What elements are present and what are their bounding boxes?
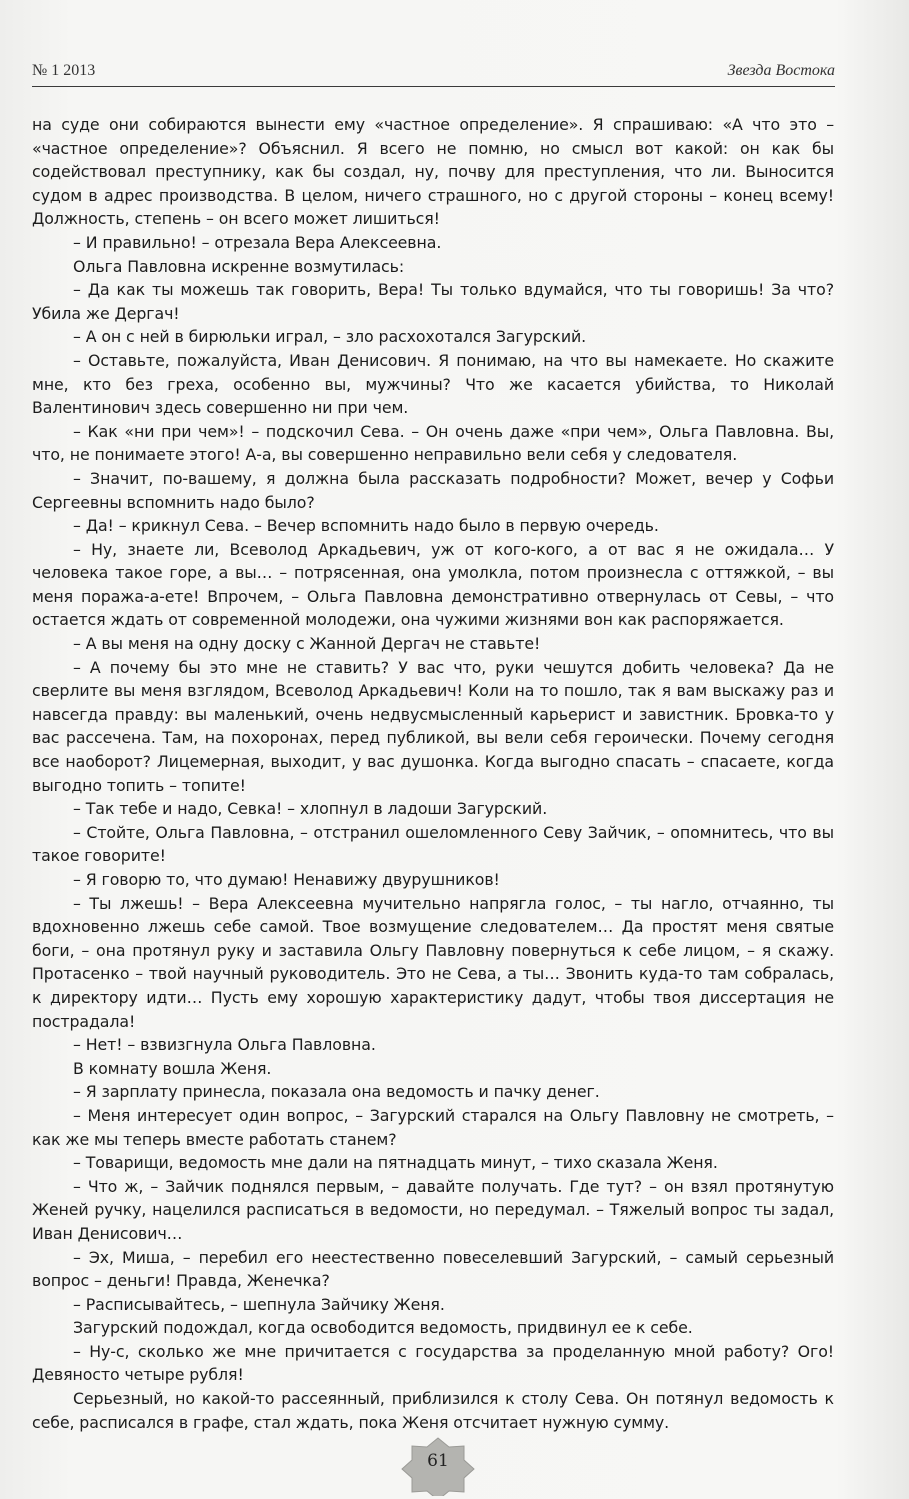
paragraph: – Нет! – взвизгнула Ольга Павловна. bbox=[73, 1035, 376, 1055]
paragraph: – Я говорю то, что думаю! Ненавижу двурушников! bbox=[73, 870, 500, 889]
paragraph: – А вы меня на одну доску с Жанной Дергач не ставьте! bbox=[73, 634, 541, 654]
paragraph: – Да! – крикнул Сева. – Вечер вспомнить надо было в первую очередь. bbox=[73, 516, 659, 536]
page-number: 61 bbox=[427, 1451, 449, 1471]
paragraph: – Что ж, – Зайчик поднялся первым, – давайте получать. Где тут? – он взял протянутую Женей ручку, нацелился расписаться в ведомости, но передумал. – Тяжелый вопрос ты задал, Иван Денисович… bbox=[32, 1176, 834, 1243]
paragraph: на суде они собираются вынести ему «частное определение». Я спрашиваю: «А что это – «частное определение»? Объяснил. Я всего не помню, но смысл вот какой: он как бы содействовал преступнику, как бы создал, ну, почву для преступления, что ли. Выносится судом в адрес производства. В целом, ничего страшного, но с другой стороны – конец всему! Должность, степень – он всего может лишиться! bbox=[32, 115, 834, 229]
paragraph: Ольга Павловна искренне возмутилась: bbox=[73, 256, 405, 276]
running-header bbox=[32, 60, 835, 87]
paragraph: – Да как ты можешь так говорить, Вера! Ты только вдумайся, что ты говоришь! За что? Убила же Дергач! bbox=[32, 280, 834, 323]
paragraph: – Эх, Миша, – перебил его неестественно повеселевший Загурский, – самый серьезный вопрос – деньги! Правда, Женечка? bbox=[32, 1247, 834, 1291]
paragraph: – Расписывайтесь, – шепнула Зайчику Женя. bbox=[73, 1294, 445, 1314]
paragraph: – Как «ни при чем»! – подскочил Сева. – Он очень даже «при чем», Ольга Павловна. Вы, что, не понимаете этого! А-а, вы совершенно неправильно вели себя у следователя. bbox=[32, 421, 834, 465]
paragraph: – Я зарплату принесла, показала она ведомость и пачку денег. bbox=[73, 1082, 600, 1102]
paragraph: – Ты лжешь! – Вера Алексеевна мучительно напрягла голос, – ты нагло, отчаянно, ты вдохновенно лжешь себе самой. Твое возмущение следователем… Да простят меня святые боги, – она протянул руку и заставила Ольгу Павловну повернуться к себе лицом, – я скажу. Протасенко – твой научный руководитель. Это не Сева, а ты… Звонить куда-то там собралась, к директору идти… Пусть ему хорошую характеристику дадут, чтобы твоя диссертация не пострадала! bbox=[32, 893, 834, 1031]
paragraph: – И правильно! – отрезала Вера Алексеевна. bbox=[73, 232, 442, 252]
paragraph: В комнату вошла Женя. bbox=[73, 1058, 272, 1078]
paragraph: – Значит, по-вашему, я должна была рассказать подробности? Может, вечер у Софьи Сергеевны вспомнить надо было? bbox=[32, 468, 834, 512]
paragraph: – А почему бы это мне не ставить? У вас что, руки чешутся добить человека? Да не сверлите вы меня взглядом, Всеволод Аркадьевич! Коли на то пошло, так я вам выскажу раз и навсегда правду: вы маленький, очень недвусмысленный карьерист и завистник. Бровка-то у вас рассечена. Там, на похоронах, перед публикой, вы вели себя героически. Почему сегодня все наоборот? Лицемерная, выходит, у вас душонка. Когда выгодно спасать – спасаете, когда выгодно топить – топите! bbox=[32, 657, 834, 795]
paragraph: – Товарищи, ведомость мне дали на пятнадцать минут, – тихо сказала Женя. bbox=[73, 1153, 718, 1173]
paragraph: – Ну, знаете ли, Всеволод Аркадьевич, уж от кого-кого, а от вас я не ожидала… У человека такое горе, а вы… – потрясенная, она умолкла, потом произнесла с оттяжкой, – вы меня поража-а-ете! Впрочем, – Ольга Павловна демонстративно отвернулась от Севы, – что остается ждать от современной молодежи, она чужими жизнями вон как распоряжается. bbox=[32, 539, 834, 630]
paragraph: – Меня интересует один вопрос, – Загурский старался на Ольгу Павловну не смотреть, – как же мы теперь вместе работать станем? bbox=[32, 1105, 834, 1149]
paragraph: – Оставьте, пожалуйста, Иван Денисович. Я понимаю, на что вы намекаете. Но скажите мне, кто без греха, особенно вы, мужчины? Что же касается убийства, то Николай Валентинович здесь совершенно ни при чем. bbox=[32, 350, 834, 418]
issue-number: № 1 2013 bbox=[32, 62, 96, 79]
paragraph: – Ну-с, сколько же мне причитается с государства за проделанную мной работу? Ого! Девяносто четыре рубля! bbox=[32, 1341, 834, 1385]
paragraph: – Так тебе и надо, Севка! – хлопнул в ладоши Загурский. bbox=[73, 799, 548, 819]
paragraph: – А он с ней в бирюльки играл, – зло расхохотался Загурский. bbox=[73, 327, 587, 347]
paragraph: Серьезный, но какой-то рассеянный, приблизился к столу Сева. Он потянул ведомость к себе, расписался в графе, стал ждать, пока Женя отсчитает нужную сумму. bbox=[32, 1389, 834, 1432]
article-text bbox=[32, 113, 834, 1434]
page-number-badge bbox=[398, 1436, 478, 1496]
journal-title: Звезда Востока bbox=[727, 62, 835, 79]
paragraph: Загурский подождал, когда освободится ведомость, придвинул ее к себе. bbox=[73, 1318, 693, 1338]
paragraph: – Стойте, Ольга Павловна, – отстранил ошеломленного Севу Зайчик, – опомнитесь, что вы такое говорите! bbox=[32, 822, 834, 866]
